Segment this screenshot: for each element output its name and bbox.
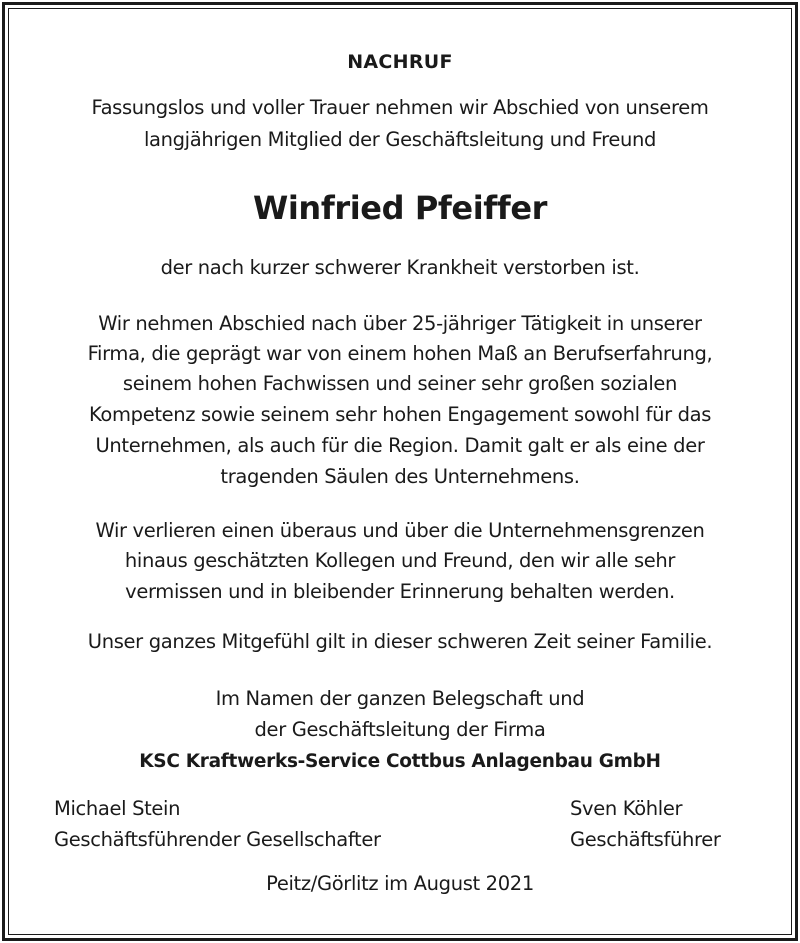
signatory-2-name: Sven Köhler [570,797,683,820]
deceased-name: Winfried Pfeiffer [252,189,548,227]
paragraph-2-line-2: hinaus geschätzten Kollegen und Freund, den wir alle sehr [124,549,676,572]
signatory-2-role: Geschäftsführer [570,828,721,851]
intro-line-2: langjährigen Mitglied der Geschäftsleitung und Freund [143,128,657,151]
signatory-1-role: Geschäftsführender Gesellschafter [54,828,381,851]
company-name: KSC Kraftwerks-Service Cottbus Anlagenbau GmbH [139,751,661,772]
on-behalf-line-2: der Geschäftsleitung der Firma [254,718,546,741]
intro-line-1: Fassungslos und voller Trauer nehmen wir Abschied von unserem [91,96,709,119]
paragraph-1-line-5: Unternehmen, als auch für die Region. Damit galt er als eine der [95,434,705,457]
paragraph-1-line-6: tragenden Säulen des Unternehmens. [220,465,580,488]
signatory-1-name: Michael Stein [54,797,181,820]
paragraph-1-line-4: Kompetenz sowie seinem sehr hohen Engagement sowohl für das [88,403,712,426]
paragraph-1-line-1: Wir nehmen Abschied nach über 25-jähriger Tätigkeit in unserer [98,312,702,335]
paragraph-2-line-1: Wir verlieren einen überaus und über die Unternehmensgrenzen [95,519,705,542]
place-date: Peitz/Görlitz im August 2021 [266,872,534,895]
on-behalf-line-1: Im Namen der ganzen Belegschaft und [215,687,585,710]
heading-nachruf: NACHRUF [347,51,453,73]
paragraph-1-line-2: Firma, die geprägt war von einem hohen Maß an Berufserfahrung, [87,342,713,365]
condolence-line: Unser ganzes Mitgefühl gilt in dieser schweren Zeit seiner Familie. [87,630,713,653]
paragraph-1-line-3: seinem hohen Fachwissen und seiner sehr großen sozialen [122,372,678,395]
after-name-line: der nach kurzer schwerer Krankheit verstorben ist. [160,256,640,279]
paragraph-2-line-3: vermissen und in bleibender Erinnerung behalten werden. [125,580,675,603]
